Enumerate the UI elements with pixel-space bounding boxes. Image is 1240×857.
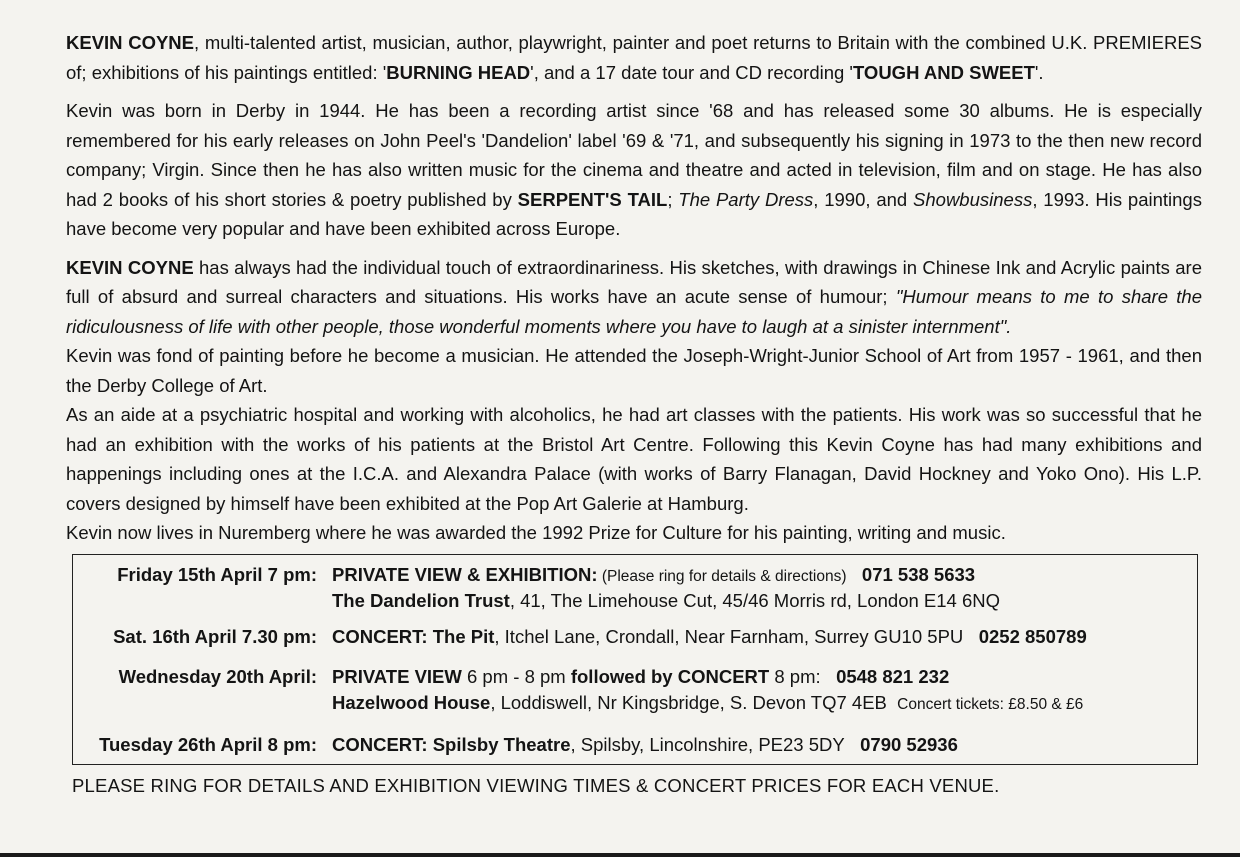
event-details: CONCERT: Spilsby Theatre, Spilsby, Lincolnshire, PE23 5DY 0790 52936 — [332, 734, 958, 755]
phone-number: 071 538 5633 — [861, 564, 976, 585]
venue-name: The Dandelion Trust — [332, 590, 510, 611]
event-date: Sat. 16th April 7.30 pm: — [113, 626, 317, 647]
venue-name: CONCERT: Spilsby Theatre — [332, 734, 571, 755]
book-title: Showbusiness — [913, 188, 1033, 210]
event-details: CONCERT: The Pit, Itchel Lane, Crondall, Near Farnham, Surrey GU10 5PU 0252 850789 — [332, 626, 1087, 647]
biography-text — [66, 28, 1202, 548]
event-date: Friday 15th April 7 pm: — [117, 564, 317, 585]
ticket-prices: Concert tickets: £8.50 & £6 — [897, 696, 1084, 713]
bottom-rule — [0, 853, 1240, 857]
exhibitions-paragraph: As an aide at a psychiatric hospital and working with alcoholics, he had art classes with the patients. His work was so successful that he had an exhibition with the works of his patients at the Bristol Art Centre. Following this Kevin Coyne has had many exhibitions and happenings including ones at the I.C.A. and Alexandra Palace (with works of Barry Flanagan, David Hockney and Yoko Ono). His L.P. covers designed by himself have been exhibited at the Pop Art Galerie at Hamburg. — [66, 404, 1202, 514]
publisher-name: SERPENT'S TAIL — [517, 188, 668, 210]
education-paragraph: Kevin was fond of painting before he become a musician. He attended the Joseph-Wright-Junior School of Art from 1957 - 1961, and then the Derby College of Art. — [66, 345, 1202, 396]
artist-name: KEVIN COYNE — [66, 256, 194, 278]
residence-paragraph: Kevin now lives in Nuremberg where he was awarded the 1992 Prize for Culture for his painting, writing and music. — [66, 522, 1006, 543]
event-details: PRIVATE VIEW & EXHIBITION: (Please ring for details & directions) 071 538 5633 The Dandelion Trust, 41, The Limehouse Cut, 45/46 Morris rd, London E14 6NQ — [332, 564, 1001, 611]
phone-number: 0790 52936 — [860, 734, 958, 755]
venue-name: Hazelwood House — [332, 692, 491, 713]
footer-note: PLEASE RING FOR DETAILS AND EXHIBITION VIEWING TIMES & CONCERT PRICES FOR EACH VENUE. — [72, 775, 1000, 796]
event-details: PRIVATE VIEW 6 pm - 8 pm followed by CONCERT 8 pm: 0548 821 232 Hazelwood House, Loddiswell, Nr Kingsbridge, S. Devon TQ7 4EB Concert tickets: £8.50 & £6 — [332, 666, 1084, 713]
exhibition-title: BURNING HEAD — [386, 61, 531, 83]
tour-title: TOUGH AND SWEET — [852, 61, 1035, 83]
artist-name: KEVIN COYNE — [66, 32, 195, 53]
venue-name: CONCERT: The Pit — [332, 626, 495, 647]
event-date: Wednesday 20th April: — [118, 666, 317, 687]
art-paragraph: KEVIN COYNE has always had the individual touch of extraordinariness. His sketches, with drawings in Chinese Ink and Acrylic paints are full of absurd and surreal characters and situations. His works have an acute sense of humour; "Humour means to me to share the ridiculousness of life with other people, those wonderful moments where you have to laugh at a sinister internment". — [66, 256, 1203, 337]
phone-number: 0548 821 232 — [836, 666, 950, 687]
phone-number: 0252 850789 — [978, 626, 1087, 647]
event-date: Tuesday 26th April 8 pm: — [99, 734, 317, 755]
intro-paragraph: KEVIN COYNE, multi-talented artist, musician, author, playwright, painter and poet returns to Britain with the combined U.K. PREMIERES of; exhibitions of his paintings entitled: 'BURNING HEAD', and a 17 date tour and CD recording 'TOUGH AND SWEET'. — [66, 32, 1203, 83]
book-title: The Party Dress — [678, 188, 814, 210]
event-schedule — [72, 554, 1198, 765]
artist-quote: "Humour means to me to share the ridiculousness of life with other people, those wonderful moments where you have to laugh at a sinister internment". — [66, 286, 1202, 337]
career-paragraph: Kevin was born in Derby in 1944. He has been a recording artist since '68 and has released some 30 albums. He is especially remembered for his early releases on John Peel's 'Dandelion' label '69 & '71, and subsequently his signing in 1973 to the then new record company; Virgin. Since then he has also written music for the cinema and theatre and acted in television, film and on stage. He has also had 2 books of his short stories & poetry published by SERPENT'S TAIL; The Party Dress, 1990, and Showbusiness, 1993. His paintings have become very popular and have been exhibited across Europe. — [66, 100, 1202, 239]
